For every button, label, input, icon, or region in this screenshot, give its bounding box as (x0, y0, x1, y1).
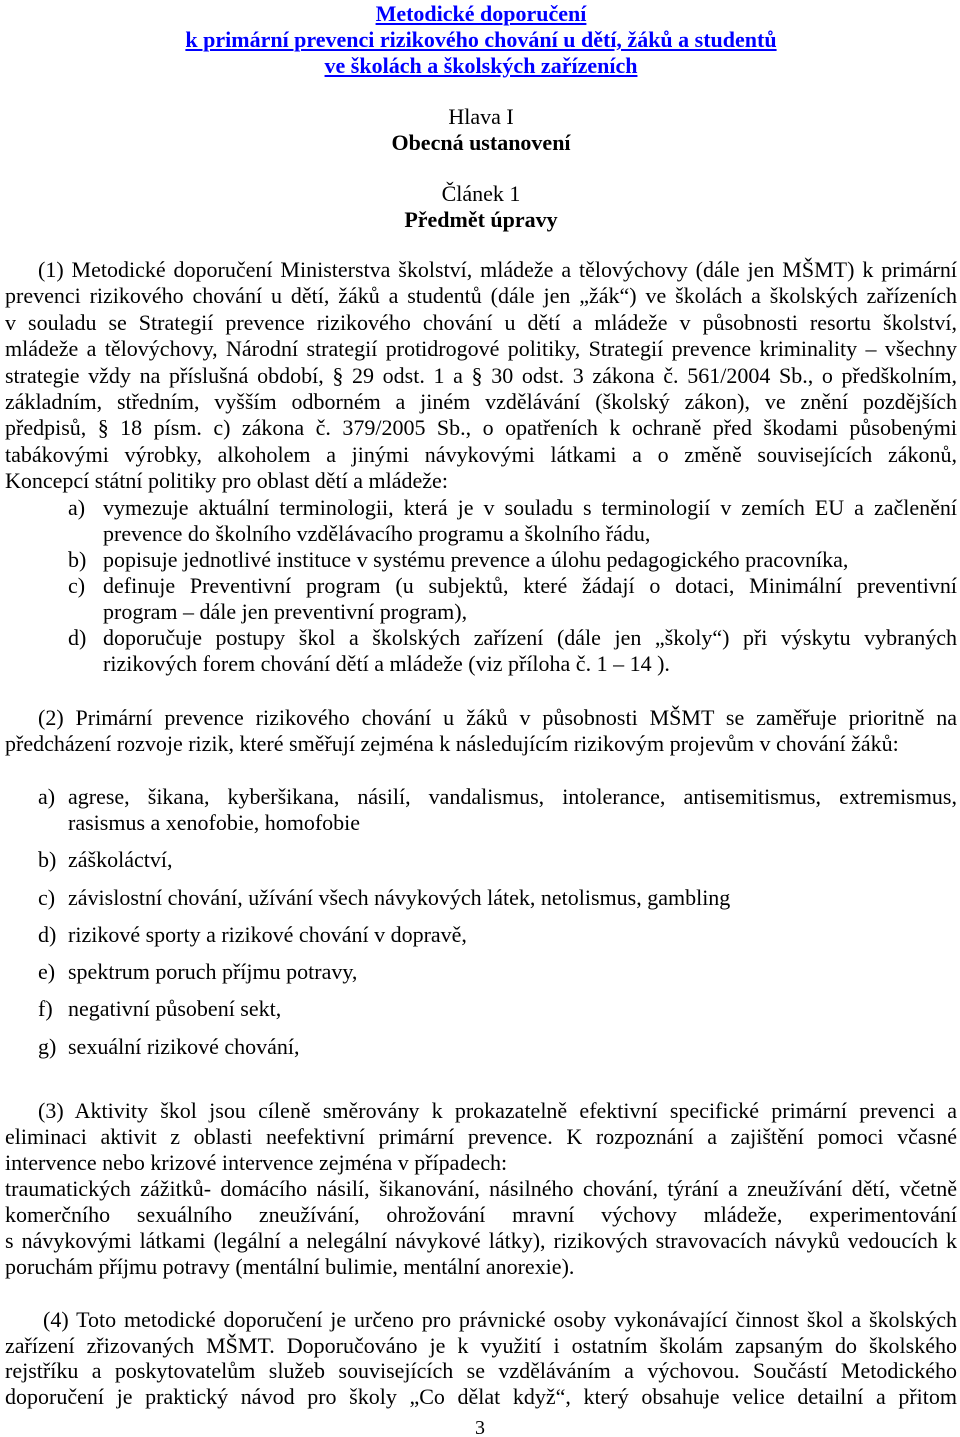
list-item (5, 495, 957, 547)
list-item-label: b) (38, 847, 57, 873)
list-item-line: rizikových forem chování dětí a mládeže (viz příloha č. 1 – 14 ). (103, 651, 670, 676)
list-item-label: b) (68, 547, 87, 572)
title-line: ve školách a školských zařízeních (324, 53, 638, 78)
part-heading (5, 104, 957, 156)
paragraph-line: traumatických zážitků- domácího násilí, šikanování, násilného chování, týrání a zneužívání dětí, včetně (5, 1176, 957, 1201)
list-item-label: a) (68, 495, 86, 520)
list-item-label: e) (38, 959, 56, 985)
article-label: Článek 1 (441, 181, 521, 206)
paragraph-3 (5, 1098, 957, 1280)
page-number: 3 (475, 1417, 485, 1437)
list-item (5, 784, 957, 836)
paragraph-line: předpisů, § 18 písm. c) zákona č. 379/2005 Sb., o opatřeních k ochraně před škodami působenými (5, 415, 957, 441)
list-item (5, 996, 957, 1022)
list-item-line: rizikové sporty a rizikové chování v dopravě, (68, 921, 467, 947)
paragraph-line: předcházení rozvoje rizik, které směřují zejména k následujícím rizikovým projevům v chování žáků: (5, 731, 899, 756)
list-item-label: g) (38, 1033, 57, 1059)
paragraph-4 (5, 1307, 957, 1409)
list-item-line: negativní působení sekt, (68, 996, 282, 1022)
paragraph-2 (5, 705, 957, 757)
paragraph-line: (1) Metodické doporučení Ministerstva školství, mládeže a tělovýchovy (dále jen MŠMT) k primární (38, 257, 957, 282)
list-item (5, 847, 957, 873)
list-item-line: program – dále jen preventivní program), (103, 599, 468, 624)
paragraph-line: intervence nebo krizové intervence zejména v případech: (5, 1150, 508, 1175)
list-item-line: agrese, šikana, kyberšikana, násilí, vandalismus, intolerance, antisemitismus, extremismus, (68, 784, 957, 809)
list-item-line: závislostní chování, užívání všech návykových látek, netolismus, gambling (68, 884, 731, 910)
list-item-line: sexuální rizikové chování, (68, 1033, 300, 1059)
list-item-line: popisuje jednotlivé instituce v systému prevence a úlohu pedagogického pracovníka, (103, 547, 849, 572)
list-item (5, 885, 957, 911)
list-item-label: d) (38, 921, 57, 947)
paragraph-line: poruchám příjmu potravy (mentální bulimie, mentální anorexie). (5, 1254, 575, 1279)
paragraph-line: tabákovými výrobky, alkoholem a jinými návykovými látkami a o změně souvisejících zákonů, (5, 441, 957, 467)
title-line: k primární prevenci rizikového chování u dětí, žáků a studentů (185, 27, 777, 52)
paragraph-line: eliminaci aktivit z oblasti neefektivní primární prevence. K rozpoznání a zajištění pomoci včasné (5, 1124, 957, 1149)
paragraph-line: s návykovými látkami (legální a nelegální návykové látky), rizikových stravovacích návyků vedoucích k (5, 1228, 957, 1253)
paragraph-line: doporučení je praktický návod pro školy „Co dělat když“, který obsahuje velice detailní a přitom (5, 1383, 957, 1409)
list-item (5, 573, 957, 625)
paragraph-2-list (5, 784, 957, 1060)
list-item-line: spektrum poruch příjmu potravy, (68, 959, 358, 985)
paragraph-line: prevenci rizikového chování u dětí, žáků a studentů (dále jen „žák“) ve školách a školských zařízeních (5, 283, 957, 309)
list-item (5, 625, 957, 677)
list-item-label: a) (38, 784, 56, 809)
paragraph-1 (5, 257, 957, 495)
paragraph-line: Koncepcí státní politiky pro oblast dětí a mládeže: (5, 468, 448, 494)
paragraph-line: (3) Aktivity škol jsou cíleně směrovány k prokazatelně efektivní specifické primární prevenci a (38, 1098, 957, 1123)
list-item (5, 922, 957, 948)
list-item-line: doporučuje postupy škol a školských zařízení (dále jen „školy“) při výskytu vybraných (103, 625, 957, 650)
list-item-label: d) (68, 625, 87, 650)
part-label: Hlava I (448, 104, 514, 129)
paragraph-line: zařízení zřizovaných MŠMT. Doporučováno je k využití i ostatním školám zapsaným do školského (5, 1332, 957, 1358)
title-line: Metodické doporučení (375, 1, 587, 26)
list-item-label: f) (38, 996, 53, 1022)
list-item-line: prevence do školního vzdělávacího programu a školního řádu, (103, 521, 651, 546)
list-item-line: vymezuje aktuální terminologii, která je v souladu s terminologií v zemích EU a začlenění (103, 495, 957, 520)
list-item (5, 547, 957, 573)
list-item-label: c) (68, 573, 86, 598)
article-name: Předmět úpravy (404, 207, 558, 232)
list-item-line: definuje Preventivní program (u subjektů, které žádají o dotaci, Minimální preventivní (103, 573, 957, 598)
paragraph-line: v souladu se Strategií prevence rizikového chování u dětí a mládeže v působnosti resortu školství, (5, 309, 957, 335)
part-name: Obecná ustanovení (391, 130, 571, 155)
document-title (5, 1, 957, 79)
paragraph-line: (4) Toto metodické doporučení je určeno pro právnické osoby vykonávající činnost škol a školských (43, 1307, 957, 1332)
paragraph-line: komerčního sexuálního zneužívání, ohrožování mravní výchovy mládeže, experimentování (5, 1202, 957, 1227)
list-item (5, 1034, 957, 1060)
paragraph-line: rejstříku a poskytovatelům služeb souvisejících se vzděláváním a výchovou. Součástí Metodického (5, 1358, 957, 1383)
paragraph-line: mládeže a tělovýchovy, Národní strategií protidrogové politiky, Strategií prevence kriminality – všechny (5, 336, 957, 362)
paragraph-line: (2) Primární prevence rizikového chování u žáků v působnosti MŠMT se zaměřuje prioritně na (38, 705, 957, 730)
paragraph-1-list (5, 495, 957, 677)
list-item-label: c) (38, 884, 56, 910)
paragraph-line: strategie vždy na příslušná období, § 29 odst. 1 a § 30 odst. 3 zákona č. 561/2004 Sb., o předškolním, (5, 362, 957, 388)
list-item (5, 959, 957, 985)
paragraph-line: základním, středním, vyšším odborném a jiném vzdělávání (školský zákon), ve znění pozdějších (5, 389, 957, 415)
list-item-line: záškoláctví, (68, 847, 173, 873)
list-item-line: rasismus a xenofobie, homofobie (68, 810, 361, 835)
article-heading (5, 181, 957, 233)
